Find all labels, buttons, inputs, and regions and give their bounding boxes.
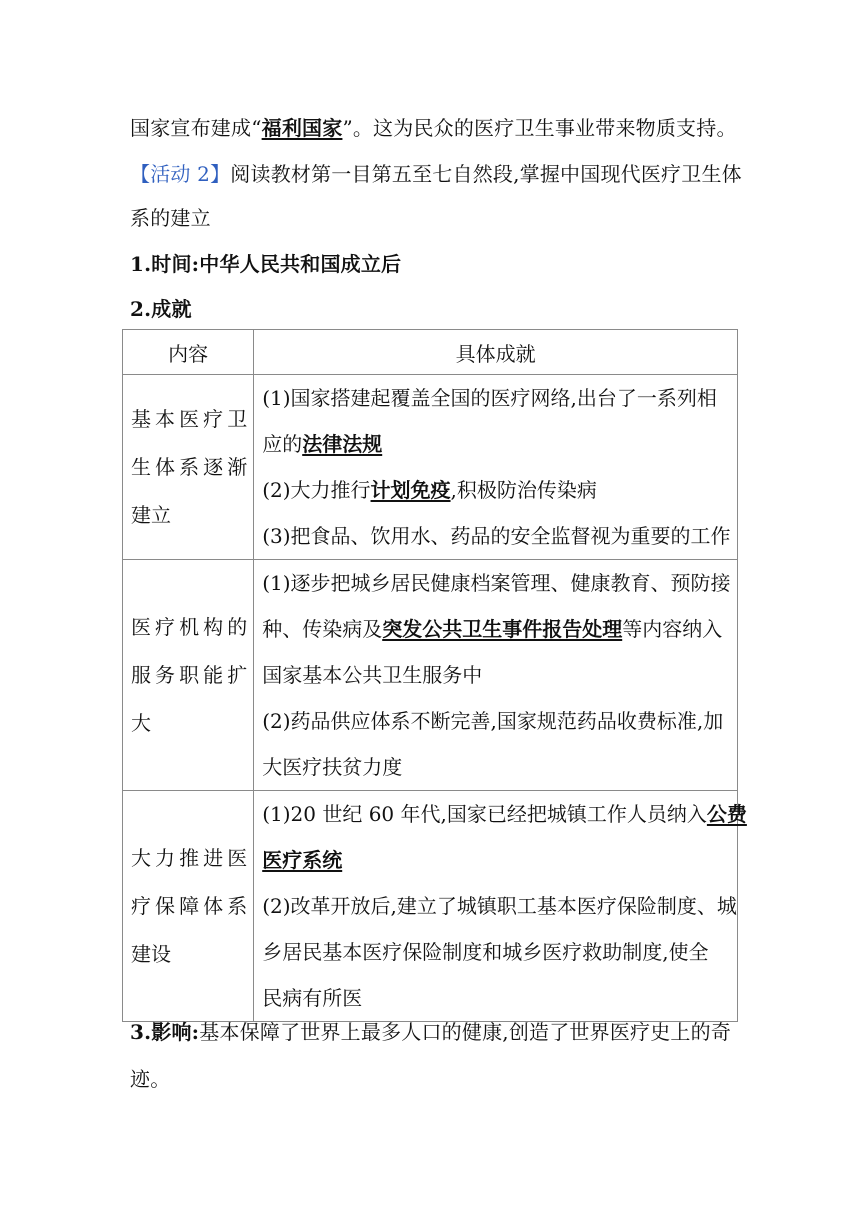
activity-line-2 <box>130 206 735 230</box>
row-label-line: 生体系逐渐 <box>131 455 248 479</box>
detail-text: ,积极防治传染病 <box>450 478 597 502</box>
achievements-table <box>122 329 747 1022</box>
detail-line <box>262 744 731 790</box>
detail-text: 国家基本公共卫生服务中 <box>262 663 483 687</box>
detail-line <box>262 698 731 744</box>
section-3-line-2 <box>130 1067 735 1091</box>
intro-bold-term: 福利国家 <box>261 116 343 140</box>
detail-line <box>262 467 731 513</box>
detail-text: 民病有所医 <box>262 986 363 1010</box>
row-label <box>123 791 254 1022</box>
section-2-title: 2.成就 <box>130 297 192 321</box>
row-label-line: 大 <box>131 711 151 735</box>
row-label-line: 疗保障体系 <box>131 894 248 918</box>
detail-key-term: 突发公共卫生事件报告处理 <box>382 617 623 641</box>
detail-text: (2)改革开放后,建立了城镇职工基本医疗保险制度、城 <box>262 894 737 918</box>
row-details <box>254 375 738 560</box>
section-3-text-2: 迹。 <box>130 1067 171 1091</box>
detail-text: 种、传染病及 <box>262 617 383 641</box>
detail-line <box>262 791 747 837</box>
detail-line <box>262 837 731 883</box>
detail-line <box>262 375 731 421</box>
row-label-line: 大力推进医 <box>131 846 248 870</box>
detail-key-term: 医疗系统 <box>262 848 343 872</box>
detail-key-term: 计划免疫 <box>370 478 451 502</box>
section-3-title: 3.影响: <box>130 1020 200 1044</box>
detail-text: (2)大力推行 <box>262 478 371 502</box>
detail-text: 乡居民基本医疗保险制度和城乡医疗救助制度,使全 <box>262 940 709 964</box>
intro-suffix: ”。这为民众的医疗卫生事业带来物质支持。 <box>342 116 737 140</box>
detail-line <box>262 513 731 559</box>
detail-text: 应的 <box>262 432 303 456</box>
table-row <box>123 560 738 791</box>
detail-key-term: 法律法规 <box>302 432 383 456</box>
row-label-line: 建设 <box>131 942 171 966</box>
activity-tag: 【活动 2】 <box>130 162 231 186</box>
table-header-row <box>123 330 738 375</box>
detail-text: (1)国家搭建起覆盖全国的医疗网络,出台了一系列相 <box>262 386 717 410</box>
intro-line <box>130 116 735 140</box>
detail-line <box>262 421 731 467</box>
detail-line <box>262 652 731 698</box>
header-content: 内容 <box>123 330 254 375</box>
detail-line <box>262 883 737 929</box>
row-label-line: 基本医疗卫 <box>131 407 248 431</box>
detail-text: (2)药品供应体系不断完善,国家规范药品收费标准,加 <box>262 709 724 733</box>
table-row <box>123 791 738 1022</box>
detail-text: (1)逐步把城乡居民健康档案管理、健康教育、预防接 <box>262 571 731 595</box>
header-achievements: 具体成就 <box>254 330 738 375</box>
detail-text: (1)20 世纪 60 年代,国家已经把城镇工作人员纳入 <box>262 802 707 826</box>
activity-text-2: 系的建立 <box>130 206 211 230</box>
detail-text: (3)把食品、饮用水、药品的安全监督视为重要的工作 <box>262 524 731 548</box>
activity-text-1: 阅读教材第一目第五至七自然段,掌握中国现代医疗卫生体 <box>230 162 742 186</box>
table-row <box>123 375 738 560</box>
detail-text: 大医疗扶贫力度 <box>262 755 403 779</box>
detail-key-term: 公费 <box>706 802 747 826</box>
intro-prefix: 国家宣布建成“ <box>130 116 262 140</box>
row-label <box>123 560 254 791</box>
row-label-line: 医疗机构的 <box>131 615 248 639</box>
detail-line <box>262 975 731 1021</box>
section-3-text-1: 基本保障了世界上最多人口的健康,创造了世界医疗史上的奇 <box>199 1020 732 1044</box>
row-details <box>254 791 747 1022</box>
row-label <box>123 375 254 560</box>
row-label-line: 服务职能扩 <box>131 663 248 687</box>
detail-line <box>262 560 731 606</box>
row-details <box>254 560 738 791</box>
row-label-line: 建立 <box>131 503 171 527</box>
section-3-line-1 <box>130 1020 735 1044</box>
activity-line-1 <box>130 162 742 186</box>
detail-line <box>262 929 731 975</box>
detail-line <box>262 606 731 652</box>
section-1-title: 1.时间:中华人民共和国成立后 <box>130 252 402 276</box>
detail-text: 等内容纳入 <box>622 617 723 641</box>
